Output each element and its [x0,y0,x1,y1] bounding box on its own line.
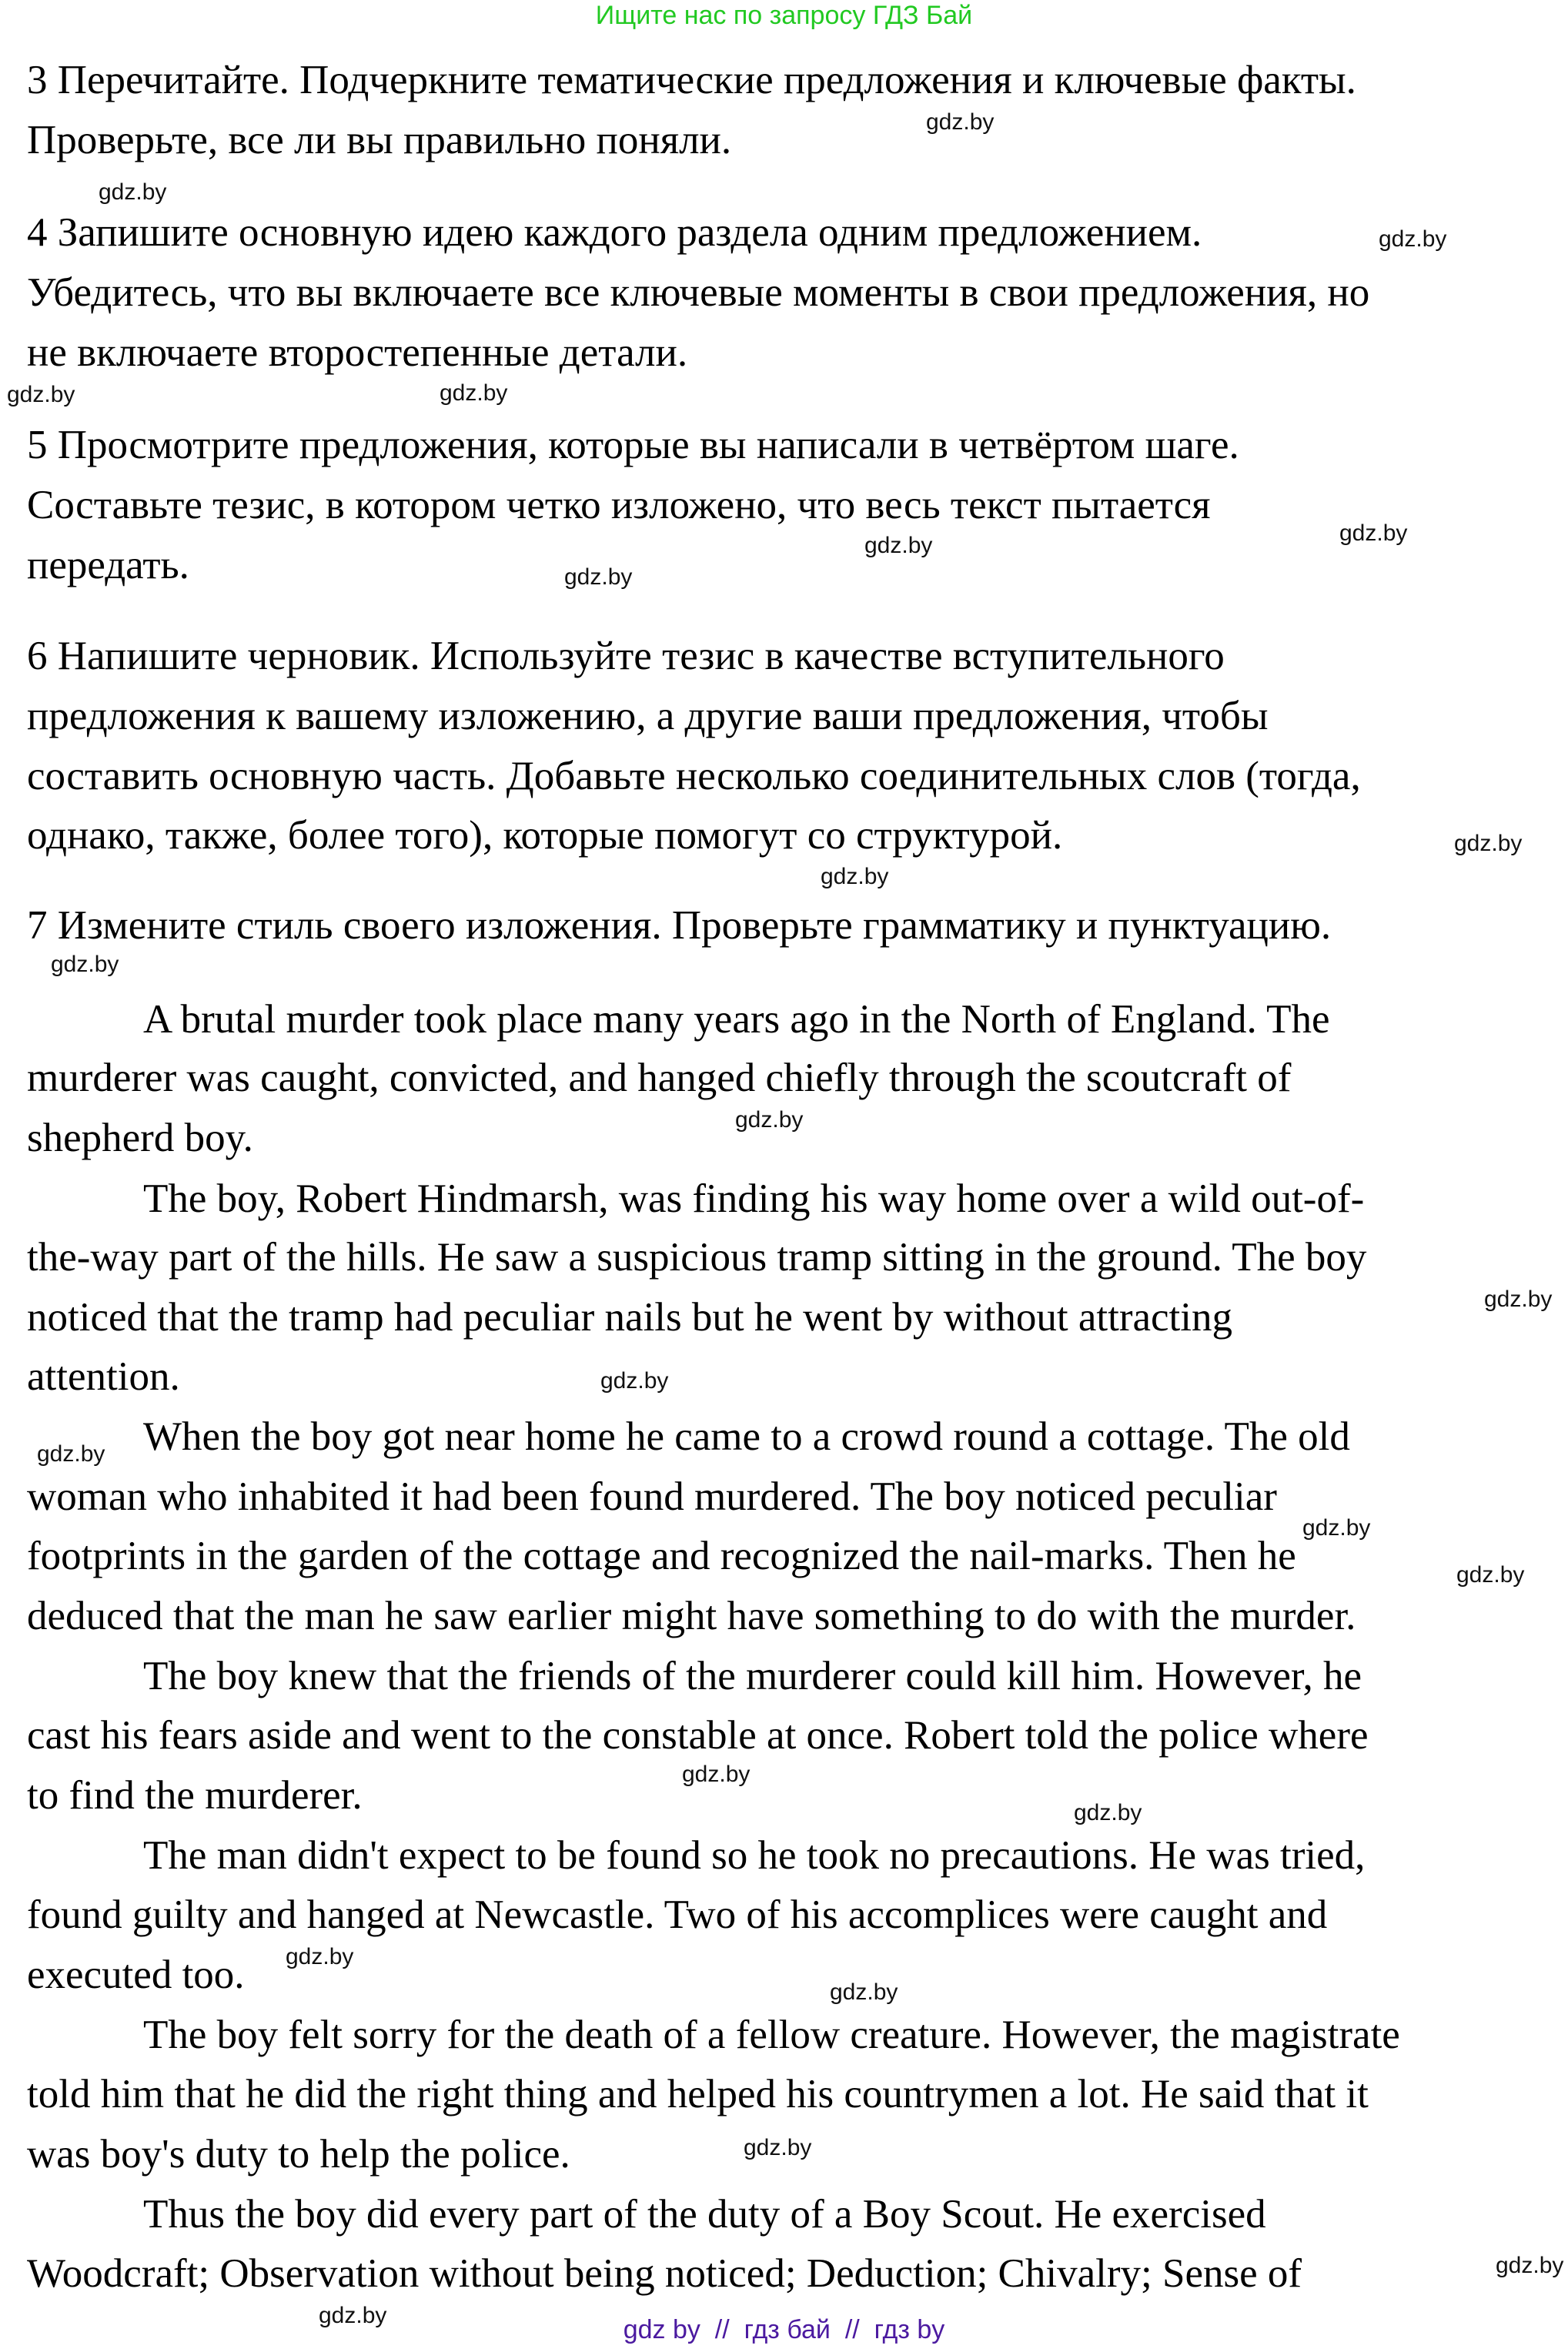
text-line: Woodcraft; Observation without being noticed; Deduction; Chivalry; Sense of [27,2251,1302,2296]
text-line: to find the murderer. [27,1773,363,1818]
text-line: Составьте тезис, в котором четко изложено, что весь текст пытается [27,483,1211,527]
watermark: gdz.by [1456,1562,1525,1588]
text-line: однако, также, более того), которые помогут со структурой. [27,813,1063,858]
watermark: gdz.by [1074,1800,1142,1825]
watermark: gdz.by [1379,226,1447,252]
watermark: gdz.by [821,864,889,889]
text-line: cast his fears aside and went to the constable at once. Robert told the police where [27,1713,1369,1758]
header-banner: Ищите нас по запросу ГДЗ Бай [595,1,973,30]
text-line: The boy felt sorry for the death of a fellow creature. However, the magistrate [143,2013,1400,2057]
text-line: 6 Напишите черновик. Используйте тезис в качестве вступительного [27,634,1225,678]
watermark: gdz.by [99,179,167,205]
watermark: gdz.by [830,1979,898,2005]
text-line: noticed that the tramp had peculiar nails but he went by without attracting [27,1295,1232,1340]
text-line: Thus the boy did every part of the duty of a Boy Scout. He exercised [143,2192,1266,2237]
watermark: gdz.by [286,1944,354,1969]
watermark: gdz.by [1454,831,1523,856]
text-line: 7 Измените стиль своего изложения. Проверьте грамматику и пунктуацию. [27,903,1332,948]
watermark: gdz.by [1302,1515,1371,1541]
watermark: gdz.by [1484,1287,1553,1312]
text-line: составить основную часть. Добавьте несколько соединительных слов (тогда, [27,754,1361,798]
watermark: gdz.by [1496,2253,1564,2278]
watermark: gdz.by [864,533,933,558]
text-line: Проверьте, все ли вы правильно поняли. [27,118,732,162]
footer-banner: gdz by // гдз бай // гдз by [623,2315,945,2344]
text-line: The man didn't expect to be found so he took no precautions. He was tried, [143,1833,1366,1878]
watermark: gdz.by [440,380,508,406]
text-line: A brutal murder took place many years ago in the North of England. The [143,997,1330,1042]
text-line: The boy knew that the friends of the murderer could kill him. However, he [143,1654,1362,1698]
watermark: gdz.by [1339,520,1408,546]
text-line: attention. [27,1354,180,1399]
watermark: gdz.by [7,382,75,407]
watermark: gdz.by [51,952,119,977]
text-line: 4 Запишите основную идею каждого раздела одним предложением. [27,210,1202,255]
watermark: gdz.by [37,1441,105,1467]
text-line: found guilty and hanged at Newcastle. Two of his accomplices were caught and [27,1892,1328,1937]
text-line: deduced that the man he saw earlier might have something to do with the murder. [27,1594,1356,1638]
text-line: executed too. [27,1952,245,1997]
watermark: gdz.by [735,1107,804,1133]
text-line: не включаете второстепенные детали. [27,330,688,375]
text-line: The boy, Robert Hindmarsh, was finding his way home over a wild out-of- [143,1176,1365,1221]
text-line: footprints in the garden of the cottage and recognized the nail-marks. Then he [27,1534,1296,1578]
text-line: 5 Просмотрите предложения, которые вы написали в четвёртом шаге. [27,423,1239,467]
watermark: gdz.by [926,109,995,135]
text-line: told him that he did the right thing and helped his countrymen a lot. He said that it [27,2072,1369,2116]
watermark: gdz.by [319,2303,387,2328]
text-line: was boy's duty to help the police. [27,2132,570,2177]
watermark: gdz.by [744,2135,812,2160]
text-line: murderer was caught, convicted, and hanged chiefly through the scoutcraft of [27,1056,1292,1100]
text-line: When the boy got near home he came to a crowd round a cottage. The old [143,1414,1350,1459]
text-line: shepherd boy. [27,1116,253,1160]
text-line: the-way part of the hills. He saw a suspicious tramp sitting in the ground. The boy [27,1235,1367,1280]
text-line: 3 Перечитайте. Подчеркните тематические предложения и ключевые факты. [27,58,1356,102]
text-line: передать. [27,543,189,587]
text-line: woman who inhabited it had been found murdered. The boy noticed peculiar [27,1474,1277,1519]
watermark: gdz.by [600,1368,669,1394]
text-line: предложения к вашему изложению, а другие ваши предложения, чтобы [27,694,1269,738]
watermark: gdz.by [682,1762,751,1787]
text-line: Убедитесь, что вы включаете все ключевые моменты в свои предложения, но [27,270,1370,315]
watermark: gdz.by [564,564,633,590]
